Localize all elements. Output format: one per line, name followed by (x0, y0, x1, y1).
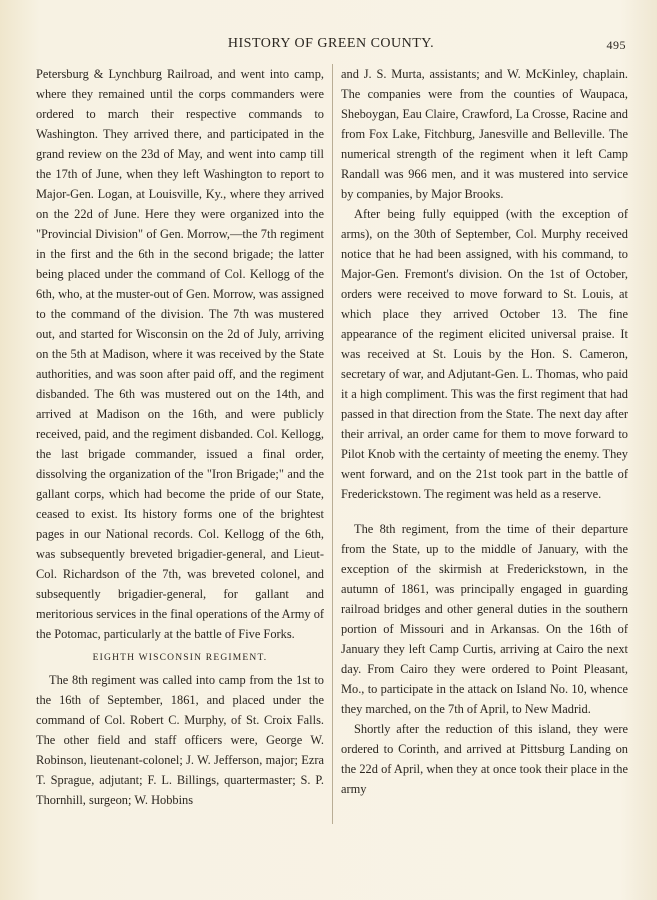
running-title: HISTORY OF GREEN COUNTY. (227, 36, 435, 51)
column-divider (332, 64, 333, 824)
left-paragraph-2: The 8th regiment was called into camp from the 1st to the 16th of September, 1861, and placed under the command of Col. Robert C. Murphy, of St. Croix Falls. The other field and staff officers were, George W. Robinson, lieutenant-colonel; J. W. Jefferson, major; Ezra T. Sprague, adjutant; F. L. Billings, quartermaster; S. P. Thornhill, surgeon; W. Hobbins (36, 673, 324, 807)
right-paragraph-4: Shortly after the reduction of this island, they were ordered to Corinth, and arrived at Pittsburg Landing on the 22d of April, when they at once took their place in the army (341, 722, 628, 796)
left-column (36, 64, 324, 810)
page-number: 495 (606, 38, 626, 52)
right-paragraph-1: and J. S. Murta, assistants; and W. McKinley, chaplain. The companies were from the counties of Waupaca, Sheboygan, Eau Claire, Crawford, La Crosse, Racine and from Fox Lake, Fitchburg, Janesville and Belleville. The numerical strength of the regiment when it left Camp Randall was 966 men, and it was mustered into service by companies, by Major Brooks. (341, 67, 628, 201)
section-heading: EIGHTH WISCONSIN REGIMENT. (92, 653, 268, 663)
right-paragraph-2: After being fully equipped (with the exception of arms), on the 30th of September, Col. Murphy received notice that he had been assigned, with his command, to Major-Gen. Fremont's division. On the 1st of October, orders were received to move forward to St. Louis, at which place they arrived October 13. The fine appearance of the regiment elicited universal praise. It was received at St. Louis by the Hon. S. Cameron, secretary of war, and Adjutant-Gen. L. Thomas, who paid it a high compliment. This was the first regiment that had passed in that direction from the State. The next day after their arrival, an order came for them to move forward to Pilot Knob with the certainty of meeting the enemy. They went forward, and on the 21st took part in the battle of Frederickstown. The regiment was held as a reserve. (341, 207, 628, 501)
right-paragraph-3: The 8th regiment, from the time of their departure from the State, up to the middle of January, with the exception of the skirmish at Frederickstown, in the autumn of 1861, was principally engaged in guarding railroad bridges and other general duties in the southern portion of Missouri and in Arkansas. On the 16th of January they left Camp Curtis, arriving at Cairo the next day. From Cairo they were ordered to Point Pleasant, Mo., to participate in the attack on Island No. 10, whence they marched, on the 7th of April, to New Madrid. (341, 522, 628, 716)
left-paragraph-1: Petersburg & Lynchburg Railroad, and went into camp, where they remained until the corps commanders were ordered to march their respective commands to Washington. They arrived there, and participated in the grand review on the 23d of May, and went into camp till the 17th of June, when they left Washington to report to Major-Gen. Logan, at Louisville, Ky., where they arrived on the 22d of June. Here they were organized into the "Provincial Division" of Gen. Morrow,—the 7th regiment in the first and the 6th in the second brigade; the latter being placed under the command of Col. Kellogg of the 6th, who, at the muster-out of Gen. Morrow, was assigned to the command of the division. The 7th was mustered out, and started for Wisconsin on the 2d of July, arriving on the 5th at Madison, where it was received by the State authorities, and was soon after paid off, and the regiment disbanded. The 6th was mustered out on the 14th, and arrived at Madison on the 16th, and were publicly received, paid, and the regiment disbanded. Col. Kellogg, the last brigade commander, issued a final order, dissolving the organization of the "Iron Brigade;" and the gallant corps, which had become the pride of our State, ceased to exist. Its history forms one of the brightest pages in our National records. Col. Kellogg of the 6th, was subsequently breveted brigadier-general, and Lieut-Col. Richardson of the 7th, was breveted colonel, and subsequently brigadier-general, for gallant and meritorious services in the final operations of the Army of the Potomac, particularly at the battle of Five Forks. (36, 67, 325, 641)
right-column (341, 64, 628, 799)
